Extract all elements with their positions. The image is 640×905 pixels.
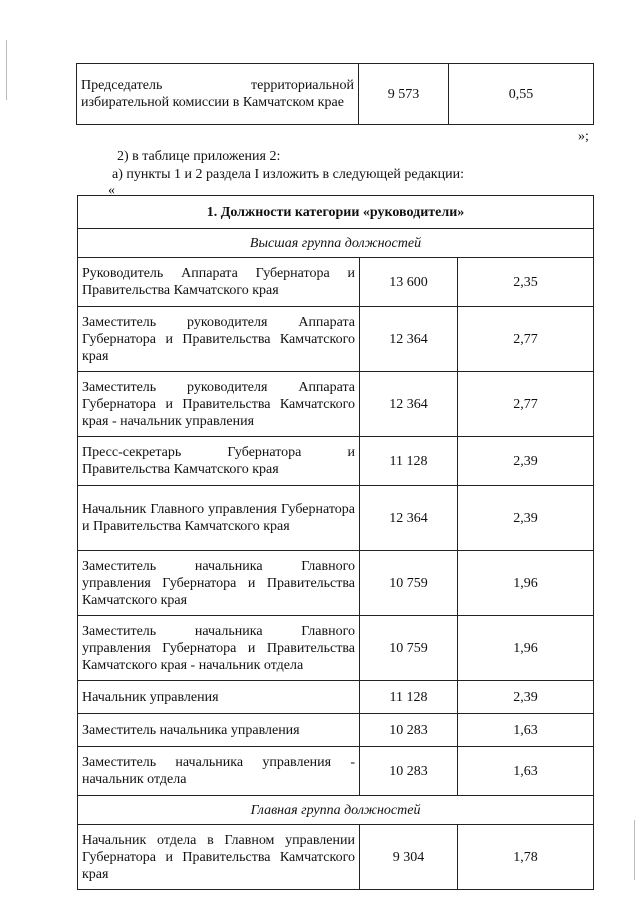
table-row [78,747,594,796]
coefficient-value: 2,35 [458,258,594,307]
salary-value: 10 759 [360,551,458,616]
coefficient-value: 1,96 [458,551,594,616]
group-row [78,229,594,258]
table-row [78,551,594,616]
table-row [78,258,594,307]
table-row [78,437,594,486]
coefficient-value: 1,63 [458,747,594,796]
position-title: Председатель территориальной избирательной комиссии в Камчатском крае [77,64,359,125]
salary-value: 10 283 [360,747,458,796]
position-title: Начальник отдела в Главном управлении Губернатора и Правительства Камчатского края [78,825,360,890]
salary-value: 13 600 [360,258,458,307]
coefficient-value: 2,77 [458,372,594,437]
scan-margin-mark [6,40,7,100]
position-title: Заместитель руководителя Аппарата Губернатора и Правительства Камчатского края [78,307,360,372]
table-row [77,64,594,125]
position-title: Заместитель начальника управления - начальник отдела [78,747,360,796]
table-row [78,307,594,372]
coefficient-value: 1,96 [458,616,594,681]
paragraph-a: а) пункты 1 и 2 раздела I изложить в следующей редакции: [112,167,464,182]
scan-margin-mark [634,820,635,880]
closing-quote: »; [578,129,589,144]
group-main-heading: Главная группа должностей [78,796,594,825]
salary-value: 12 364 [360,307,458,372]
group-row [78,796,594,825]
salary-value: 10 759 [360,616,458,681]
salary-value: 9 573 [359,64,449,125]
position-title: Заместитель начальника Главного управления Губернатора и Правительства Камчатского края [78,551,360,616]
opening-quote: « [108,183,115,198]
position-title: Заместитель начальника управления [78,714,360,747]
section-header-row [78,196,594,229]
salary-value: 9 304 [360,825,458,890]
coefficient-value: 2,39 [458,486,594,551]
table-row [78,681,594,714]
salary-value: 10 283 [360,714,458,747]
coefficient-value: 1,63 [458,714,594,747]
table-row [78,616,594,681]
salary-value: 12 364 [360,486,458,551]
coefficient-value: 1,78 [458,825,594,890]
table-row [78,825,594,890]
positions-table [77,195,594,890]
position-title: Начальник Главного управления Губернатора и Правительства Камчатского края [78,486,360,551]
coefficient-value: 0,55 [449,64,594,125]
table-row [78,486,594,551]
position-title: Начальник управления [78,681,360,714]
table-row [78,714,594,747]
salary-value: 11 128 [360,437,458,486]
position-title: Пресс-секретарь Губернатора и Правительства Камчатского края [78,437,360,486]
position-title: Заместитель начальника Главного управления Губернатора и Правительства Камчатского края - начальник отдела [78,616,360,681]
position-title: Руководитель Аппарата Губернатора и Правительства Камчатского края [78,258,360,307]
coefficient-value: 2,39 [458,437,594,486]
salary-value: 12 364 [360,372,458,437]
table-row [78,372,594,437]
coefficient-value: 2,77 [458,307,594,372]
paragraph-2: 2) в таблице приложения 2: [117,149,281,164]
section-header: 1. Должности категории «руководители» [78,196,594,229]
salary-value: 11 128 [360,681,458,714]
coefficient-value: 2,39 [458,681,594,714]
group-highest-heading: Высшая группа должностей [78,229,594,258]
position-title: Заместитель руководителя Аппарата Губернатора и Правительства Камчатского края - начальник управления [78,372,360,437]
previous-table-fragment [76,63,594,125]
